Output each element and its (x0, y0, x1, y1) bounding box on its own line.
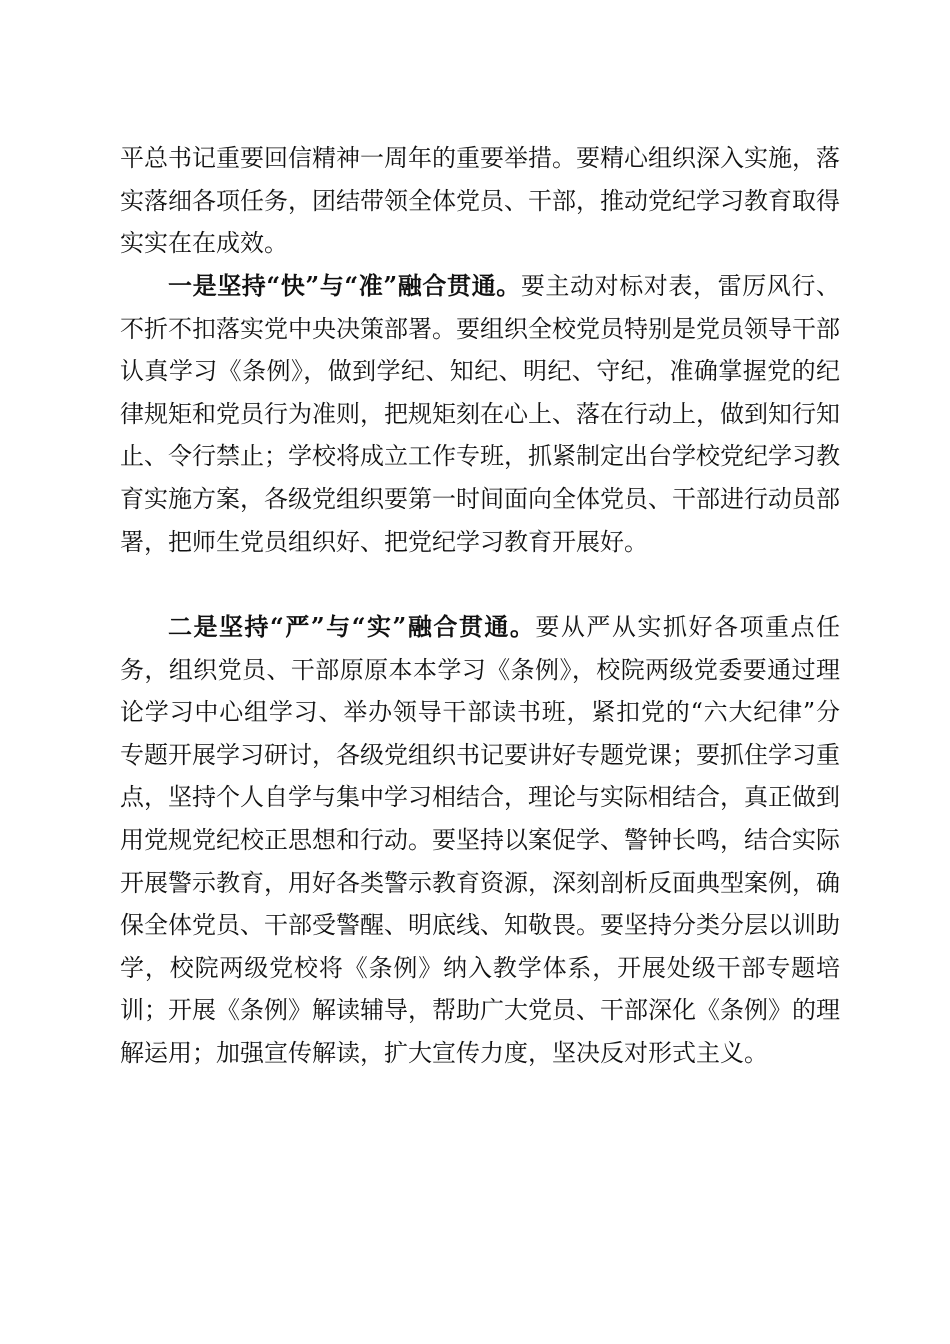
paragraph-continuation (120, 137, 840, 265)
paragraph-point-one (120, 265, 840, 563)
paragraph-lead-heading: 一是坚持“快”与“准”融合贯通。 (168, 271, 521, 300)
paragraph-lead-heading: 二是坚持“严”与“实”融合贯通。 (168, 612, 536, 641)
paragraph-text: 要从严从实抓好各项重点任务，组织党员、干部原原本本学习《条例》，校院两级党委要通过理论学习中心组学习、举办领导干部读书班，紧扣党的“六大纪律”分专题开展学习研讨，各级党组织书记要讲好专题党课；要抓住学习重点，坚持个人自学与集中学习相结合，理论与实际相结合，真正做到用党规党纪校正思想和行动。要坚持以案促学、警钟长鸣，结合实际开展警示教育，用好各类警示教育资源，深刻剖析反面典型案例，确保全体党员、干部受警醒、明底线、知敬畏。要坚持分类分层以训助学，校院两级党校将《条例》纳入教学体系，开展处级干部专题培训；开展《条例》解读辅导，帮助广大党员、干部深化《条例》的理解运用；加强宣传解读，扩大宣传力度，坚决反对形式主义。 (120, 613, 841, 1067)
paragraph-body (120, 265, 840, 563)
paragraph-text: 要主动对标对表，雷厉风行、不折不扣落实党中央决策部署。要组织全校党员特别是党员领导干部认真学习《条例》，做到学纪、知纪、明纪、守纪，准确掌握党的纪律规矩和党员行为准则，把规矩刻在心上、落在行动上，做到知行知止、令行禁止；学校将成立工作专班，抓紧制定出台学校党纪学习教育实施方案，各级党组织要第一时间面向全体党员、干部进行动员部署，把师生党员组织好、把党纪学习教育开展好。 (120, 272, 841, 556)
paragraph-text: 平总书记重要回信精神一周年的重要举措。要精心组织深入实施，落实落细各项任务，团结带领全体党员、干部，推动党纪学习教育取得实实在在成效。 (120, 144, 840, 258)
paragraph-body (120, 606, 840, 1075)
paragraph-point-two (120, 606, 840, 1075)
